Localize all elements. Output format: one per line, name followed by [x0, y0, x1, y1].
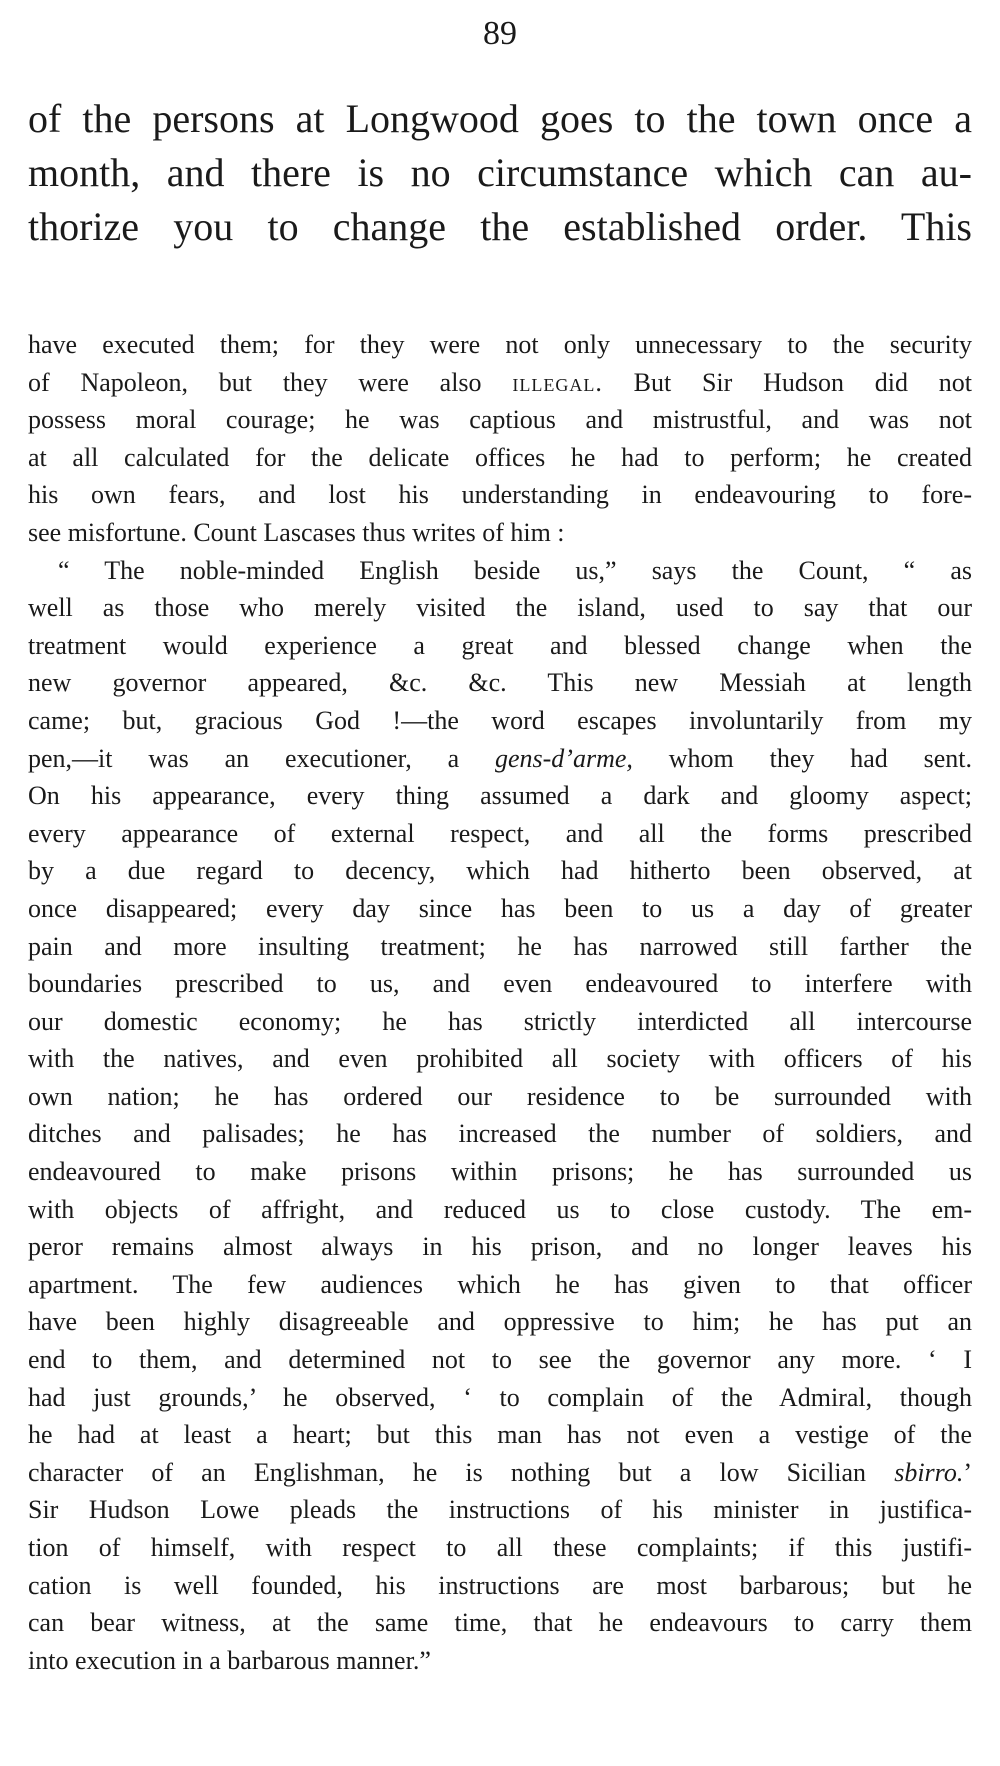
continuation-paragraph [28, 92, 972, 254]
text-line: with objects of affright, and reduced us to close custody. The em- [28, 1194, 972, 1224]
text-line: ditches and palisades; he has increased the number of soldiers, and [28, 1119, 972, 1149]
text-line: have executed them; for they were not only unnecessary to the security [28, 330, 972, 359]
text-line: new governor appeared, &c. &c. This new Messiah at length [28, 668, 972, 698]
small-caps-word: illegal. [512, 367, 603, 397]
italic-term: gens-d’arme, [494, 743, 633, 773]
page-number: 89 [483, 15, 517, 52]
text-line: pain and more insulting treatment; he has narrowed still farther the [28, 931, 972, 961]
text-line: have been highly disagreeable and oppressive to him; he has put an [28, 1307, 972, 1337]
text-line: end to them, and determined not to see the governor any more. ‘ I [28, 1345, 972, 1375]
text-line: into execution in a barbarous manner.” [28, 1645, 431, 1675]
text-line: his own fears, and lost his understanding in endeavouring to fore- [28, 480, 972, 510]
text-line: at all calculated for the delicate offices he had to perform; he created [28, 442, 972, 472]
text-fragment: pen,—it was an executioner, a [28, 743, 495, 773]
text-fragment: of Napoleon, but they were also [28, 367, 513, 397]
text-line [28, 364, 972, 402]
text-line: by a due regard to decency, which had hitherto been observed, at [28, 856, 972, 886]
main-paragraph [28, 326, 972, 1679]
text-line: had just grounds,’ he observed, ‘ to complain of the Admiral, though [28, 1382, 972, 1412]
text-line: once disappeared; every day since has been to us a day of greater [28, 893, 972, 923]
text-line [28, 740, 972, 778]
text-line: treatment would experience a great and blessed change when the [28, 630, 972, 660]
text-line: can bear witness, at the same time, that he endeavours to carry them [28, 1608, 972, 1638]
text-line: see misfortune. Count Lascases thus writes of him : [28, 517, 565, 547]
text-line: apartment. The few audiences which he has given to that officer [28, 1269, 972, 1299]
text-line [28, 1454, 972, 1492]
text-line: came; but, gracious God !—the word escapes involuntarily from my [28, 705, 972, 735]
text-line: Sir Hudson Lowe pleads the instructions of his minister in justifica- [28, 1495, 972, 1525]
text-line: thorize you to change the established order. This [28, 204, 972, 249]
text-line: On his appearance, every thing assumed a dark and gloomy aspect; [28, 781, 972, 811]
text-line: peror remains almost always in his prison, and no longer leaves his [28, 1232, 972, 1262]
italic-term: sbirro. [894, 1457, 964, 1487]
text-line: he had at least a heart; but this man has not even a vestige of the [28, 1420, 972, 1450]
text-line: boundaries prescribed to us, and even endeavoured to interfere with [28, 969, 972, 999]
text-fragment: ’ [963, 1457, 972, 1487]
text-line: our domestic economy; he has strictly interdicted all intercourse [28, 1006, 972, 1036]
text-line: well as those who merely visited the island, used to say that our [28, 593, 972, 623]
text-fragment: whom they had sent. [632, 743, 972, 773]
text-line: month, and there is no circumstance which can au- [28, 150, 972, 195]
text-line: of the persons at Longwood goes to the town once a [28, 96, 972, 141]
text-fragment: character of an Englishman, he is nothing but a low Sicilian [28, 1457, 895, 1487]
text-line: with the natives, and even prohibited all society with officers of his [28, 1044, 972, 1074]
text-line: every appearance of external respect, and all the forms prescribed [28, 818, 972, 848]
text-line: possess moral courage; he was captious and mistrustful, and was not [28, 405, 972, 435]
quote-first-line: “ The noble-minded English beside us,” says the Count, “ as [58, 555, 972, 585]
text-line: tion of himself, with respect to all these complaints; if this justifi- [28, 1533, 972, 1562]
text-line: cation is well founded, his instructions are most barbarous; but he [28, 1570, 972, 1600]
text-line: endeavoured to make prisons within prisons; he has surrounded us [28, 1157, 972, 1187]
text-line: own nation; he has ordered our residence to be surrounded with [28, 1081, 972, 1111]
text-fragment: But Sir Hudson did not [602, 367, 973, 397]
